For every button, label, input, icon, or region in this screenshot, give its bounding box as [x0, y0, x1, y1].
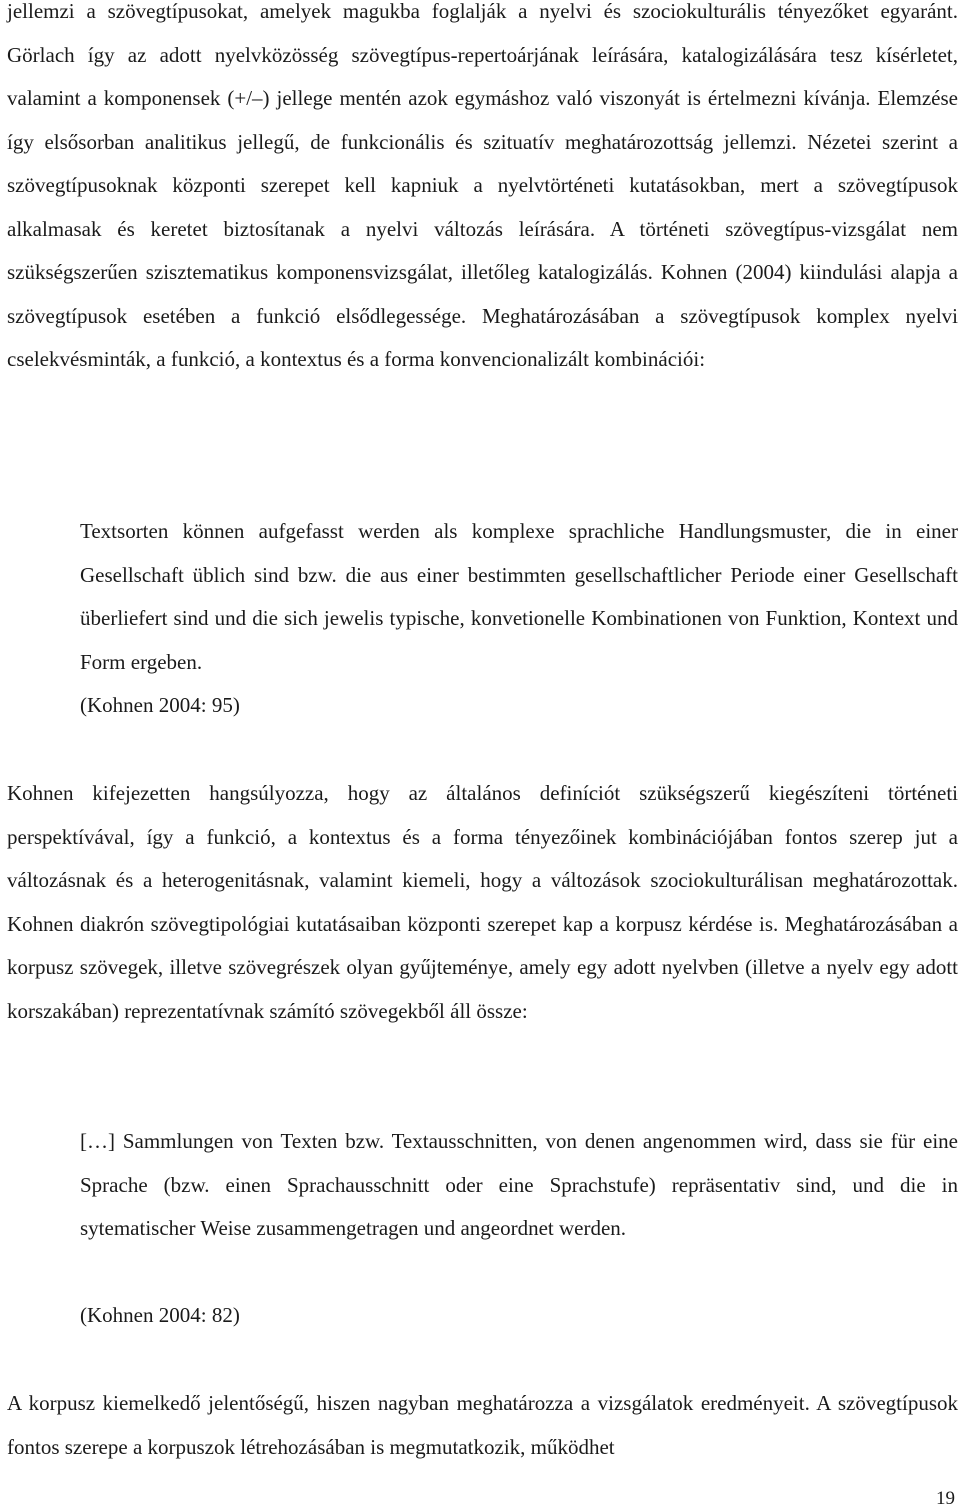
body-paragraph-3: A korpusz kiemelkedő jelentőségű, hiszen nagyban meghatározza a vizsgálatok eredményeit. A szövegtípusok fontos szerepe a korpuszok létrehozásában is megmutatkozik, működhet: [7, 1391, 958, 1459]
block-quote-1: Textsorten können aufgefasst werden als komplexe sprachliche Handlungsmuster, die in einer Gesellschaft üblich sind bzw. die aus einer bestimmten gesellschaftlicher Periode einer Gesellschaft überliefert sind und die sich jewelis typische, konvetionelle Kombinationen von Funktion, Kontext und Form ergeben.: [80, 519, 958, 674]
body-paragraph-1: jellemzi a szövegtípusokat, amelyek magukba foglalják a nyelvi és szociokulturális tényezőket egyaránt. Görlach így az adott nyelvközösség szövegtípus-repertoárjának leírására, katalogizálására tesz kísérletet, valamint a komponensek (+/–) jellege mentén azok egymáshoz való viszonyát is értelmezni kívánja. Elemzése így elsősorban analitikus jellegű, de funkcionális és szituatív meghatározottság jellemzi. Nézetei szerint a szövegtípusoknak központi szerepet kell kapniuk a nyelvtörténeti kutatásokban, mert a szövegtípusok alkalmasak és keretet biztosítanak a nyelvi változás leírására. A történeti szövegtípus-vizsgálat nem szükségszerűen szisztematikus komponensvizsgálat, illetőleg katalogizálás. Kohnen (2004) kiindulási alapja a szövegtípusok esetében a funkció elsődlegessége. Meghatározásában a szövegtípusok komplex nyelvi cselekvésminták, a funkció, a kontextus és a forma konvencionalizált kombinációi:: [7, 0, 958, 371]
block-quote-2: […] Sammlungen von Texten bzw. Textausschnitten, von denen angenommen wird, dass sie für eine Sprache (bzw. einen Sprachausschnitt oder eine Sprachstufe) repräsentativ sind, und die in sytematischer Weise zusammengetragen und angeordnet werden.: [80, 1129, 958, 1240]
page-number: 19: [936, 1488, 955, 1509]
quote-citation-1: (Kohnen 2004: 95): [80, 693, 240, 717]
body-paragraph-2: Kohnen kifejezetten hangsúlyozza, hogy az általános definíciót szükségszerű kiegészíteni történeti perspektívával, így a funkció, a kontextus és a forma tényezőinek kombinációjában fontos szerep jut a változásnak és a heterogenitásnak, valamint kiemeli, hogy a változások szociokulturálisan meghatározottak. Kohnen diakrón szövegtipológiai kutatásaiban központi szerepet kap a korpusz kérdése is. Meghatározásában a korpusz szövegek, illetve szövegrészek olyan gyűjteménye, amely egy adott nyelvben (illetve a nyelv egy adott korszakában) reprezentatívnak számító szövegekből áll össze:: [7, 781, 958, 1023]
quote-citation-2: (Kohnen 2004: 82): [80, 1303, 240, 1327]
